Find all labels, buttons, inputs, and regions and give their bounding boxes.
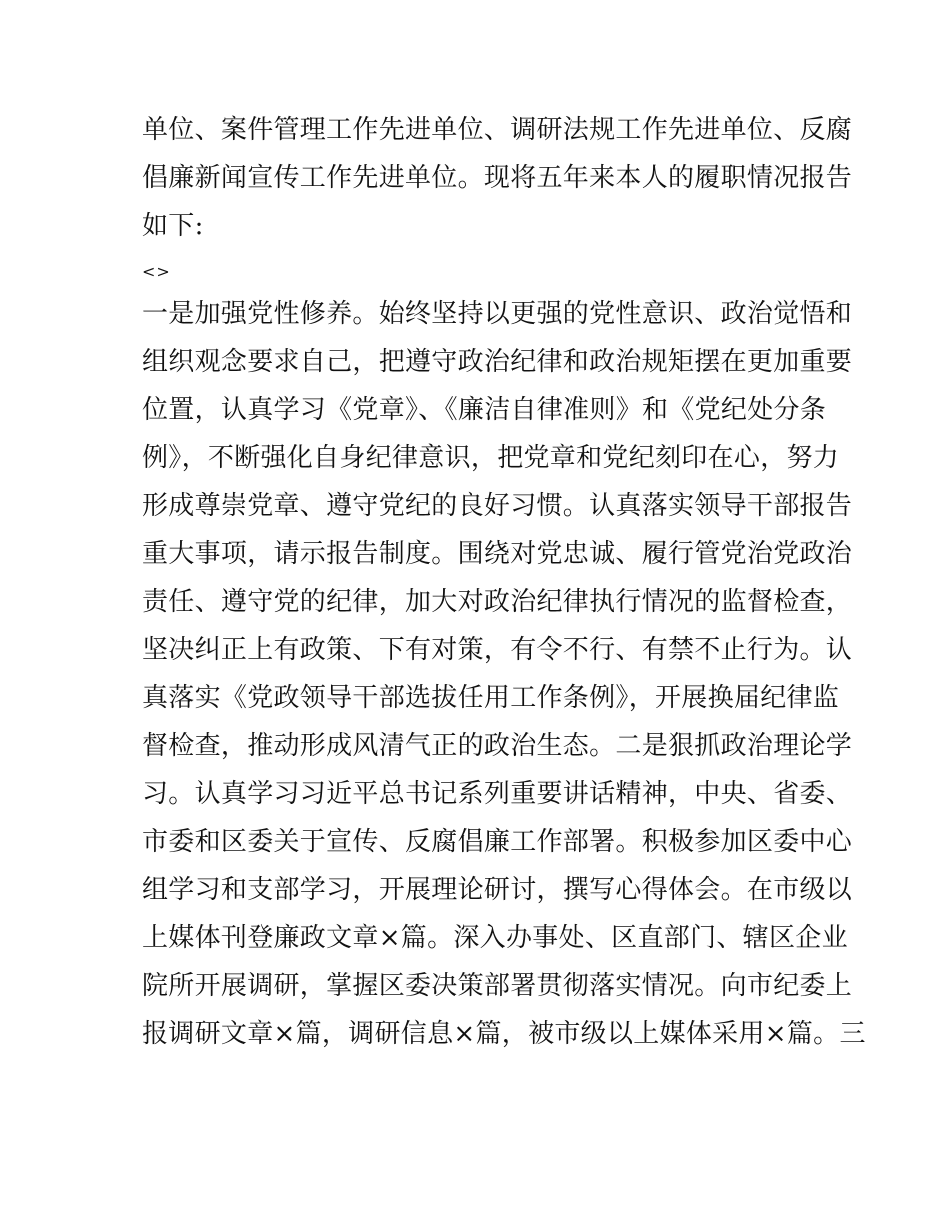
text-line: 习。认真学习习近平总书记系列重要讲话精神，中央、省委、: [142, 779, 853, 809]
text-line: 责任、遵守党的纪律，加大对政治纪律执行情况的监督检查，: [142, 587, 853, 617]
text-line: 上媒体刊登廉政文章×篇。深入办事处、区直部门、辖区企业: [142, 923, 848, 953]
text-line: 重大事项，请示报告制度。围绕对党忠诚、履行管党治党政治: [142, 539, 853, 569]
text-line: 院所开展调研，掌握区委决策部署贯彻落实情况。向市纪委上: [142, 971, 853, 1001]
text-line: 形成尊崇党章、遵守党纪的良好习惯。认真落实领导干部报告: [142, 491, 853, 521]
text-line: 单位、案件管理工作先进单位、调研法规工作先进单位、反腐: [142, 115, 853, 145]
text-line: 如下:: [142, 211, 204, 241]
body-text: [142, 106, 866, 1058]
text-line: 坚决纠正上有政策、下有对策，有令不行、有禁不止行为。认: [142, 635, 853, 665]
text-line: 倡廉新闻宣传工作先进单位。现将五年来本人的履职情况报告: [142, 163, 853, 193]
placeholder-marker: <>: [142, 262, 171, 281]
text-line: 市委和区委关于宣传、反腐倡廉工作部署。积极参加区委中心: [142, 827, 853, 857]
text-line: 位置，认真学习《党章》、《廉洁自律准则》和《党纪处分条: [142, 395, 827, 425]
text-line: 一是加强党性修养。始终坚持以更强的党性意识、政治觉悟和: [142, 299, 853, 329]
text-line: 报调研文章×篇，调研信息×篇，被市级以上媒体采用×篇。三: [142, 1019, 866, 1049]
text-line: 督检查，推动形成风清气正的政治生态。二是狠抓政治理论学: [142, 731, 853, 761]
text-line: 组学习和支部学习，开展理论研讨，撰写心得体会。在市级以: [142, 875, 853, 905]
text-line: 例》，不断强化自身纪律意识，把党章和党纪刻印在心，努力: [142, 443, 840, 473]
text-line: 真落实《党政领导干部选拔任用工作条例》，开展换届纪律监: [142, 683, 840, 713]
text-line: 组织观念要求自己，把遵守政治纪律和政治规矩摆在更加重要: [142, 347, 853, 377]
